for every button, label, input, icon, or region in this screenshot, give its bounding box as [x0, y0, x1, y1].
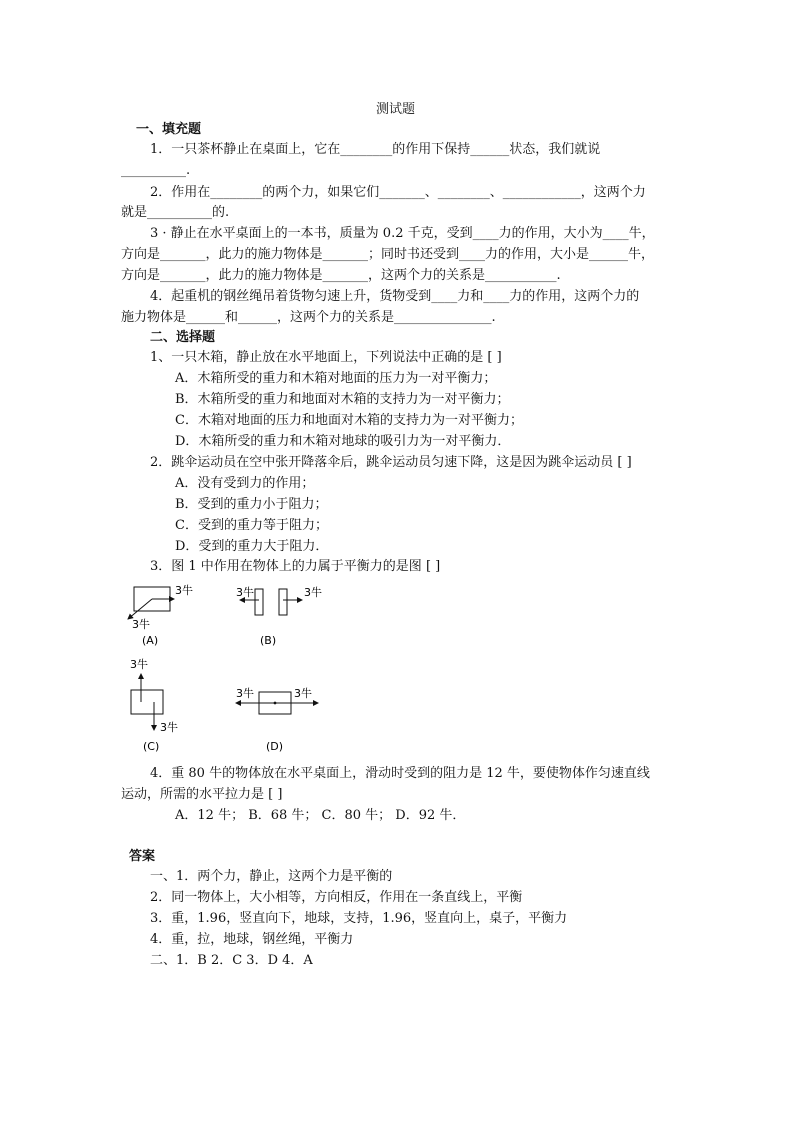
- options-line: A．12 牛； B．68 牛； C．80 牛； D．92 牛．: [175, 808, 466, 823]
- figure-b: [232, 580, 332, 650]
- option-b: B．受到的重力小于阻力；: [175, 497, 328, 512]
- figure-a: [120, 580, 210, 650]
- force-label: 3牛: [160, 721, 178, 734]
- option-d: D．受到的重力大于阻力．: [175, 539, 329, 554]
- box-right: [279, 589, 287, 615]
- answer-line: 3．重，1.96，竖直向下，地球，支持，1.96，竖直向上，桌子，平衡力: [150, 911, 568, 926]
- figure-d: [232, 680, 332, 755]
- question-text: 就是__________的.: [121, 205, 230, 220]
- figure-label: (D): [266, 740, 284, 753]
- question-stem: 2．跳伞运动员在空中张开降落伞后，跳伞运动员匀速下降，这是因为跳伞运动员 [ ]: [150, 455, 632, 470]
- force-label: 3牛: [132, 618, 150, 631]
- question-text: 方向是_______，此力的施力物体是_______；同时书还受到____力的作用，大小是______牛，: [121, 247, 655, 262]
- figure-label: (B): [260, 634, 277, 647]
- figure-label: (A): [142, 634, 159, 647]
- answer-line: 4．重，拉，地球，钢丝绳，平衡力: [150, 932, 354, 947]
- force-label: 3牛: [175, 584, 193, 597]
- answer-line: 二、1．B 2．C 3．D 4．A: [150, 953, 313, 968]
- question-text: 3 · 静止在水平桌面上的一本书，质量为 0.2 千克，受到____力的作用，大小为____牛，: [150, 226, 655, 241]
- question-text: 4．起重机的钢丝绳吊着货物匀速上升，货物受到____力和____力的作用，这两个力的: [150, 289, 640, 304]
- option-a: A．木箱所受的重力和木箱对地面的压力为一对平衡力；: [175, 371, 497, 386]
- box: [131, 690, 163, 714]
- figure-c: [120, 655, 210, 755]
- question-text: 2．作用在________的两个力，如果它们_______、________、____________，这两个力: [150, 185, 646, 200]
- answer-line: 一、1．两个力，静止，这两个力是平衡的: [150, 869, 393, 884]
- question-stem: 1、一只木箱，静止放在水平地面上，下列说法中正确的是 [ ]: [150, 350, 502, 365]
- force-label: 3牛: [130, 658, 148, 671]
- page-title: 测试题: [376, 102, 416, 117]
- force-label: 3牛: [236, 586, 254, 599]
- question-text: 施力物体是______和______，这两个力的关系是_______________.: [121, 310, 496, 325]
- answer-line: 2．同一物体上，大小相等，方向相反，作用在一条直线上，平衡: [150, 890, 523, 905]
- question-text: 方向是_______，此力的施力物体是_______，这两个力的关系是___________.: [121, 268, 561, 283]
- section-heading-fill: 一、填充题: [136, 122, 202, 137]
- answers-heading: 答案: [129, 849, 156, 864]
- question-stem: 4．重 80 牛的物体放在水平桌面上，滑动时受到的阻力是 12 牛，要使物体作匀速直线: [150, 766, 650, 781]
- option-a: A．没有受到力的作用；: [175, 476, 315, 491]
- force-label: 3牛: [236, 687, 254, 700]
- arrow-down-left-icon: [128, 599, 152, 619]
- option-c: C．受到的重力等于阻力；: [175, 518, 328, 533]
- option-c: C．木箱对地面的压力和地面对木箱的支持力为一对平衡力；: [175, 413, 523, 428]
- option-b: B．木箱所受的重力和地面对木箱的支持力为一对平衡力；: [175, 392, 510, 407]
- option-d: D．木箱所受的重力和木箱对地球的吸引力为一对平衡力．: [175, 434, 511, 449]
- force-label: 3牛: [304, 586, 322, 599]
- box-left: [255, 589, 263, 615]
- question-stem: 3．图 1 中作用在物体上的力属于平衡力的是图 [ ]: [150, 559, 441, 574]
- question-stem: 运动，所需的水平拉力是 [ ]: [121, 787, 283, 802]
- question-text: __________.: [121, 163, 191, 178]
- section-heading-choice: 二、选择题: [150, 330, 216, 345]
- figure-label: (C): [143, 740, 160, 753]
- force-label: 3牛: [294, 687, 312, 700]
- question-text: 1．一只茶杯静止在桌面上，它在________的作用下保持______状态，我们就说: [150, 142, 601, 157]
